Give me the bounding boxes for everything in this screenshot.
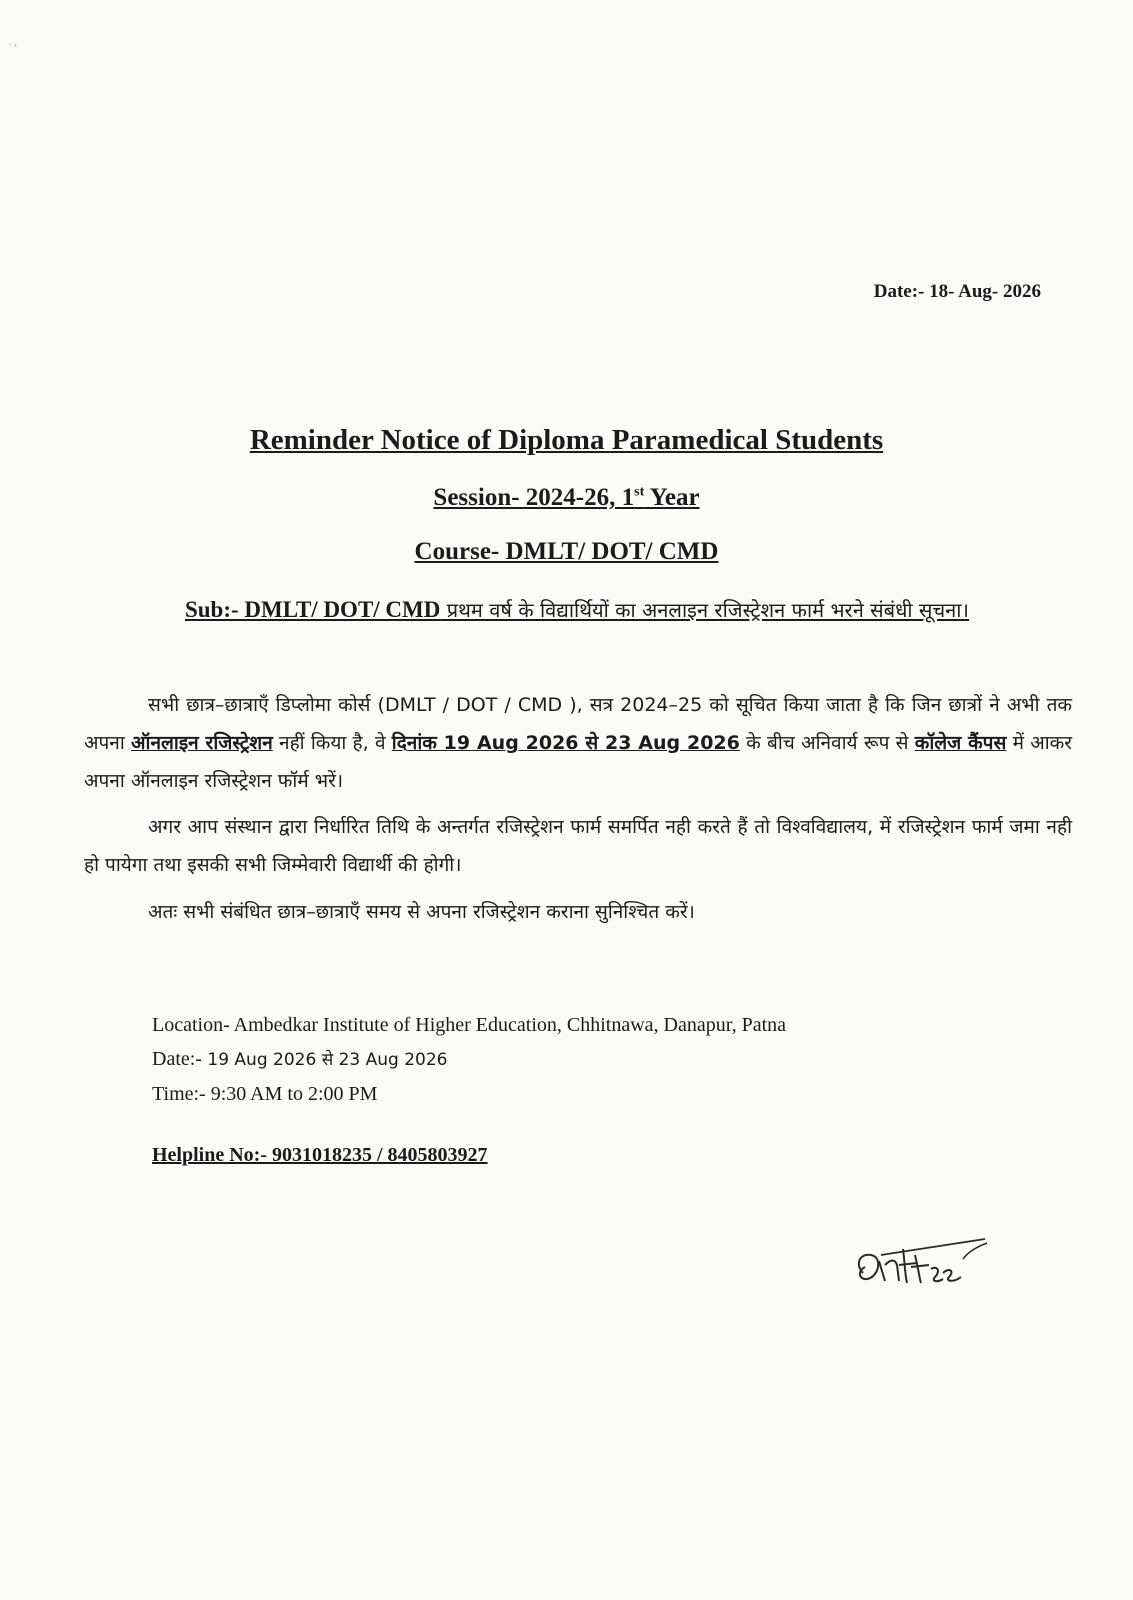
session-heading — [0, 484, 1133, 512]
paragraph-1 — [84, 686, 1072, 800]
session-suffix: Year — [644, 484, 700, 511]
para1-part3: के बीच अनिवार्य रूप से — [739, 732, 915, 754]
subject-prefix: Sub:- DMLT/ DOT/ CMD — [184, 597, 441, 622]
para1-college-campus: कॉलेज कैंपस — [914, 732, 1007, 754]
scan-mark: · ‹ — [8, 40, 18, 51]
time-line: Time:- 9:30 AM to 2:00 PM — [152, 1083, 378, 1105]
subject-hindi: प्रथम वर्ष के विद्यार्थियों का अनलाइन रजिस्ट्रेशन फार्म भरने संबंधी सूचना। — [440, 598, 970, 622]
para1-part2: नहीं किया है, वे — [272, 732, 392, 754]
location-line: Location- Ambedkar Institute of Higher Education, Chhitnawa, Danapur, Patna — [152, 1014, 787, 1036]
office-signature — [845, 1225, 995, 1305]
para1-part4: में आकर अपना ऑनलाइन रजिस्ट्रेशन फॉर्म भरें। — [84, 732, 1072, 792]
para1-date-range: दिनांक 19 Aug 2026 से 23 Aug 2026 — [391, 732, 740, 754]
paragraph-3: अतः सभी संबंधित छात्र–छात्राएँ समय से अपना रजिस्ट्रेशन कराना सुनिश्चित करें। — [148, 901, 695, 923]
date-label: Date:- — [152, 1048, 202, 1070]
session-sup: st — [634, 484, 645, 500]
subject-line — [82, 590, 1072, 630]
notice-date: Date:- 18- Aug- 2026 — [873, 281, 1041, 302]
paragraph-2: अगर आप संस्थान द्वारा निर्धारित तिथि के अन्तर्गत रजिस्ट्रेशन फार्म समर्पित नही करते हैं तो विश्वविद्यालय, में रजिस्ट्रेशन फार्म जमा नही हो पायेगा तथा इसकी सभी जिम्मेवारी विद्यार्थी की होगी। — [84, 816, 1072, 876]
session-text: Session- 2024-26, 1 — [433, 484, 635, 511]
course-heading: Course- DMLT/ DOT/ CMD — [414, 538, 719, 565]
para1-online-registration: ऑनलाइन रजिस्ट्रेशन — [131, 732, 273, 754]
venue-details — [152, 1008, 786, 1111]
helpline-numbers: Helpline No:- 9031018235 / 8405803927 — [152, 1144, 488, 1166]
date-range: 19 Aug 2026 से 23 Aug 2026 — [201, 1050, 448, 1070]
notice-title: Reminder Notice of Diploma Paramedical Students — [249, 424, 884, 456]
para1-part1: सभी छात्र–छात्राएँ डिप्लोमा कोर्स (DMLT / DOT / CMD ), सत्र 2024–25 को सूचित किया जाता है कि जिन छात्रों ने अभी तक अपना — [84, 694, 1072, 754]
date-line — [152, 1042, 786, 1077]
